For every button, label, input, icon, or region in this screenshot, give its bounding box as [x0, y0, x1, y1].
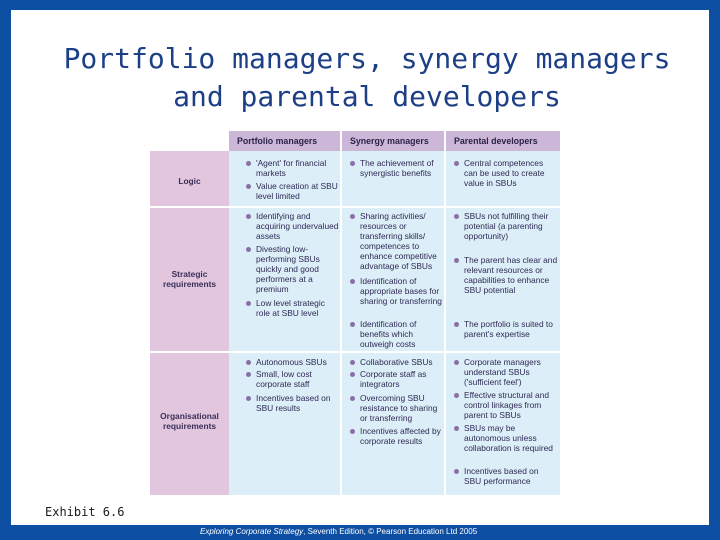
list-item: Incentives affected by corporate results [360, 426, 442, 446]
list-item: Corporate staff as integrators [360, 369, 442, 389]
bullet-icon [350, 396, 355, 401]
exhibit-caption: Exhibit 6.6 [45, 505, 125, 519]
bullet-icon [246, 396, 251, 401]
slide-title [0, 40, 720, 116]
list-item: The parent has clear and relevant resources or capabilities to enhance SBU potential [464, 255, 558, 295]
bullet-icon [246, 360, 251, 365]
list-item: Sharing activities/ resources or transferring skills/ competences to enhance competitive advantage of SBUs [360, 211, 442, 271]
bullet-icon [350, 429, 355, 434]
header-synergy-managers: Synergy managers [342, 131, 446, 151]
column-portfolio [229, 151, 342, 495]
bullet-icon [350, 372, 355, 377]
list-item: The achievement of synergistic benefits [360, 158, 442, 178]
list-item: Autonomous SBUs [256, 357, 340, 367]
title-line-2: and parental developers [173, 80, 561, 113]
list-item: Central competences can be used to create value in SBUs [464, 158, 558, 188]
list-item: SBUs may be autonomous unless collaboration is required [464, 423, 558, 453]
list-item: Value creation at SBU level limited [256, 181, 340, 201]
bullet-icon [350, 360, 355, 365]
bullet-icon [454, 322, 459, 327]
bullet-icon [454, 161, 459, 166]
footer-book-title: Exploring Corporate Strategy [200, 527, 304, 536]
bullet-icon [246, 301, 251, 306]
row-divider [150, 206, 560, 208]
list-item: Small, low cost corporate staff [256, 369, 340, 389]
list-item: Corporate managers understand SBUs ('sufficient feel') [464, 357, 558, 387]
row-label-organisational: Organisational requirements [160, 411, 219, 431]
bullet-icon [350, 214, 355, 219]
list-item: Divesting low-performing SBUs quickly and good performers at a premium [256, 244, 340, 294]
bullet-icon [246, 214, 251, 219]
list-item: 'Agent' for financial markets [256, 158, 340, 178]
footer-citation [200, 527, 477, 536]
list-item: SBUs not fulfilling their potential (a parenting opportunity) [464, 211, 558, 241]
bullet-icon [454, 214, 459, 219]
header-parental-developers: Parental developers [446, 131, 560, 151]
title-line-1: Portfolio managers, synergy managers [63, 42, 671, 75]
row-divider [150, 351, 560, 353]
footer-edition: , Seventh Edition, © Pearson Education Ltd 2005 [303, 527, 478, 536]
bullet-icon [246, 184, 251, 189]
header-portfolio-managers: Portfolio managers [229, 131, 342, 151]
row-label-strategic: Strategic requirements [162, 269, 217, 289]
bullet-icon [454, 258, 459, 263]
list-item: Identification of appropriate bases for sharing or transferring [360, 276, 442, 306]
bullet-icon [454, 360, 459, 365]
exhibit-table [150, 121, 560, 496]
bullet-icon [350, 322, 355, 327]
list-item: The portfolio is suited to parent's expertise [464, 319, 558, 339]
list-item: Identification of benefits which outweigh costs [360, 319, 442, 349]
row-label-band [150, 151, 229, 495]
list-item: Collaborative SBUs [360, 357, 442, 367]
bullet-icon [246, 247, 251, 252]
bullet-icon [350, 279, 355, 284]
list-item: Effective structural and control linkages from parent to SBUs [464, 390, 558, 420]
bullet-icon [454, 469, 459, 474]
row-label-logic: Logic [178, 176, 201, 186]
list-item: Incentives based on SBU performance [464, 466, 558, 486]
list-item: Identifying and acquiring undervalued assets [256, 211, 340, 241]
bullet-icon [454, 426, 459, 431]
list-item: Low level strategic role at SBU level [256, 298, 340, 318]
bullet-icon [454, 393, 459, 398]
bullet-icon [246, 372, 251, 377]
list-item: Incentives based on SBU results [256, 393, 340, 413]
bullet-icon [350, 161, 355, 166]
list-item: Overcoming SBU resistance to sharing or transferring [360, 393, 442, 423]
bullet-icon [246, 161, 251, 166]
